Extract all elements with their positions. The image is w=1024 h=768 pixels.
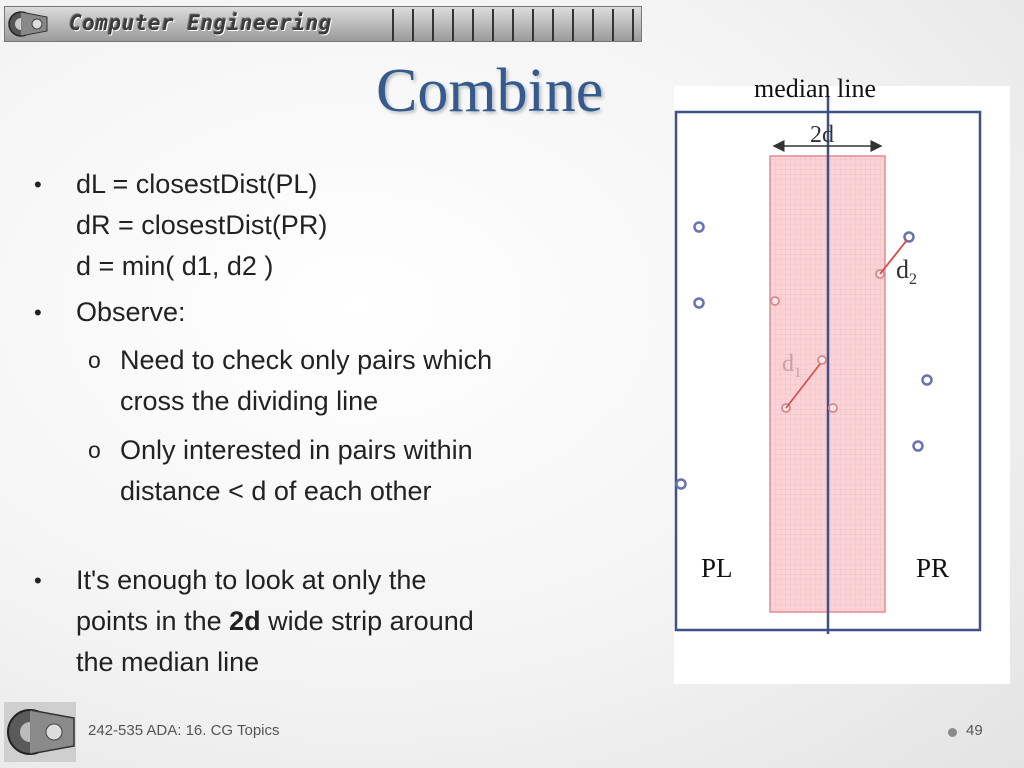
strip-point xyxy=(829,404,837,412)
bullet-1-line-1: dL = closestDist(PL) xyxy=(76,169,318,199)
banner-bars-decoration xyxy=(385,7,642,42)
bullet-glyph: • xyxy=(34,568,42,593)
bullet-3-line-3: the median line xyxy=(76,647,260,677)
sub-bullet-2-line-1: Only interested in pairs within xyxy=(120,435,473,465)
point xyxy=(923,376,932,385)
bullet-3-bold-2d: 2d xyxy=(229,606,261,636)
strip-point xyxy=(818,356,826,364)
d2-label xyxy=(896,255,917,288)
bullet-3-line-2 xyxy=(76,601,474,642)
median-line-label: median line xyxy=(754,74,877,103)
bullet-3-line-2-post: wide strip around xyxy=(260,606,474,636)
sub-bullet-glyph: o xyxy=(88,437,101,463)
sub-bullet-glyph: o xyxy=(88,347,101,373)
d1-label-sub: 1 xyxy=(794,365,802,381)
bullet-3-line-1: It's enough to look at only the xyxy=(76,565,427,595)
diagram-svg xyxy=(660,74,1010,686)
bullet-glyph: • xyxy=(34,300,42,325)
footer-course: 242-535 ADA: 16. CG Topics xyxy=(88,722,280,739)
right-set-label: PR xyxy=(916,553,950,583)
bullet-glyph: • xyxy=(34,172,42,197)
strip-width-label: 2d xyxy=(810,122,834,148)
bullet-3-line-2-pre: points in the xyxy=(76,606,230,636)
d2-label-main: d xyxy=(896,255,909,284)
footer-logo-icon xyxy=(4,702,76,762)
point xyxy=(677,480,686,489)
strip-point xyxy=(771,297,779,305)
closest-pair-diagram xyxy=(660,74,1010,686)
header-banner xyxy=(4,6,642,42)
banner-title: Computer Engineering xyxy=(69,11,332,35)
d1-label-main: d xyxy=(782,351,794,377)
point xyxy=(695,299,704,308)
point xyxy=(695,223,704,232)
d2-label-sub: 2 xyxy=(909,271,917,288)
sub-bullet-1-line-1: Need to check only pairs which xyxy=(120,345,493,375)
bullet-1-line-2: dR = closestDist(PR) xyxy=(76,210,328,240)
slide-title: Combine xyxy=(376,57,604,125)
point xyxy=(914,442,923,451)
sub-bullet-2-line-2: distance < d of each other xyxy=(120,476,432,506)
page-indicator-dot xyxy=(948,728,957,737)
sub-bullet-1-line-2: cross the dividing line xyxy=(120,386,379,416)
page-number: 49 xyxy=(966,722,983,739)
left-set-label: PL xyxy=(701,553,733,583)
logo-icon xyxy=(7,9,51,39)
bullet-1-line-3: d = min( d1, d2 ) xyxy=(76,251,274,281)
bullet-2-text: Observe: xyxy=(76,297,186,327)
